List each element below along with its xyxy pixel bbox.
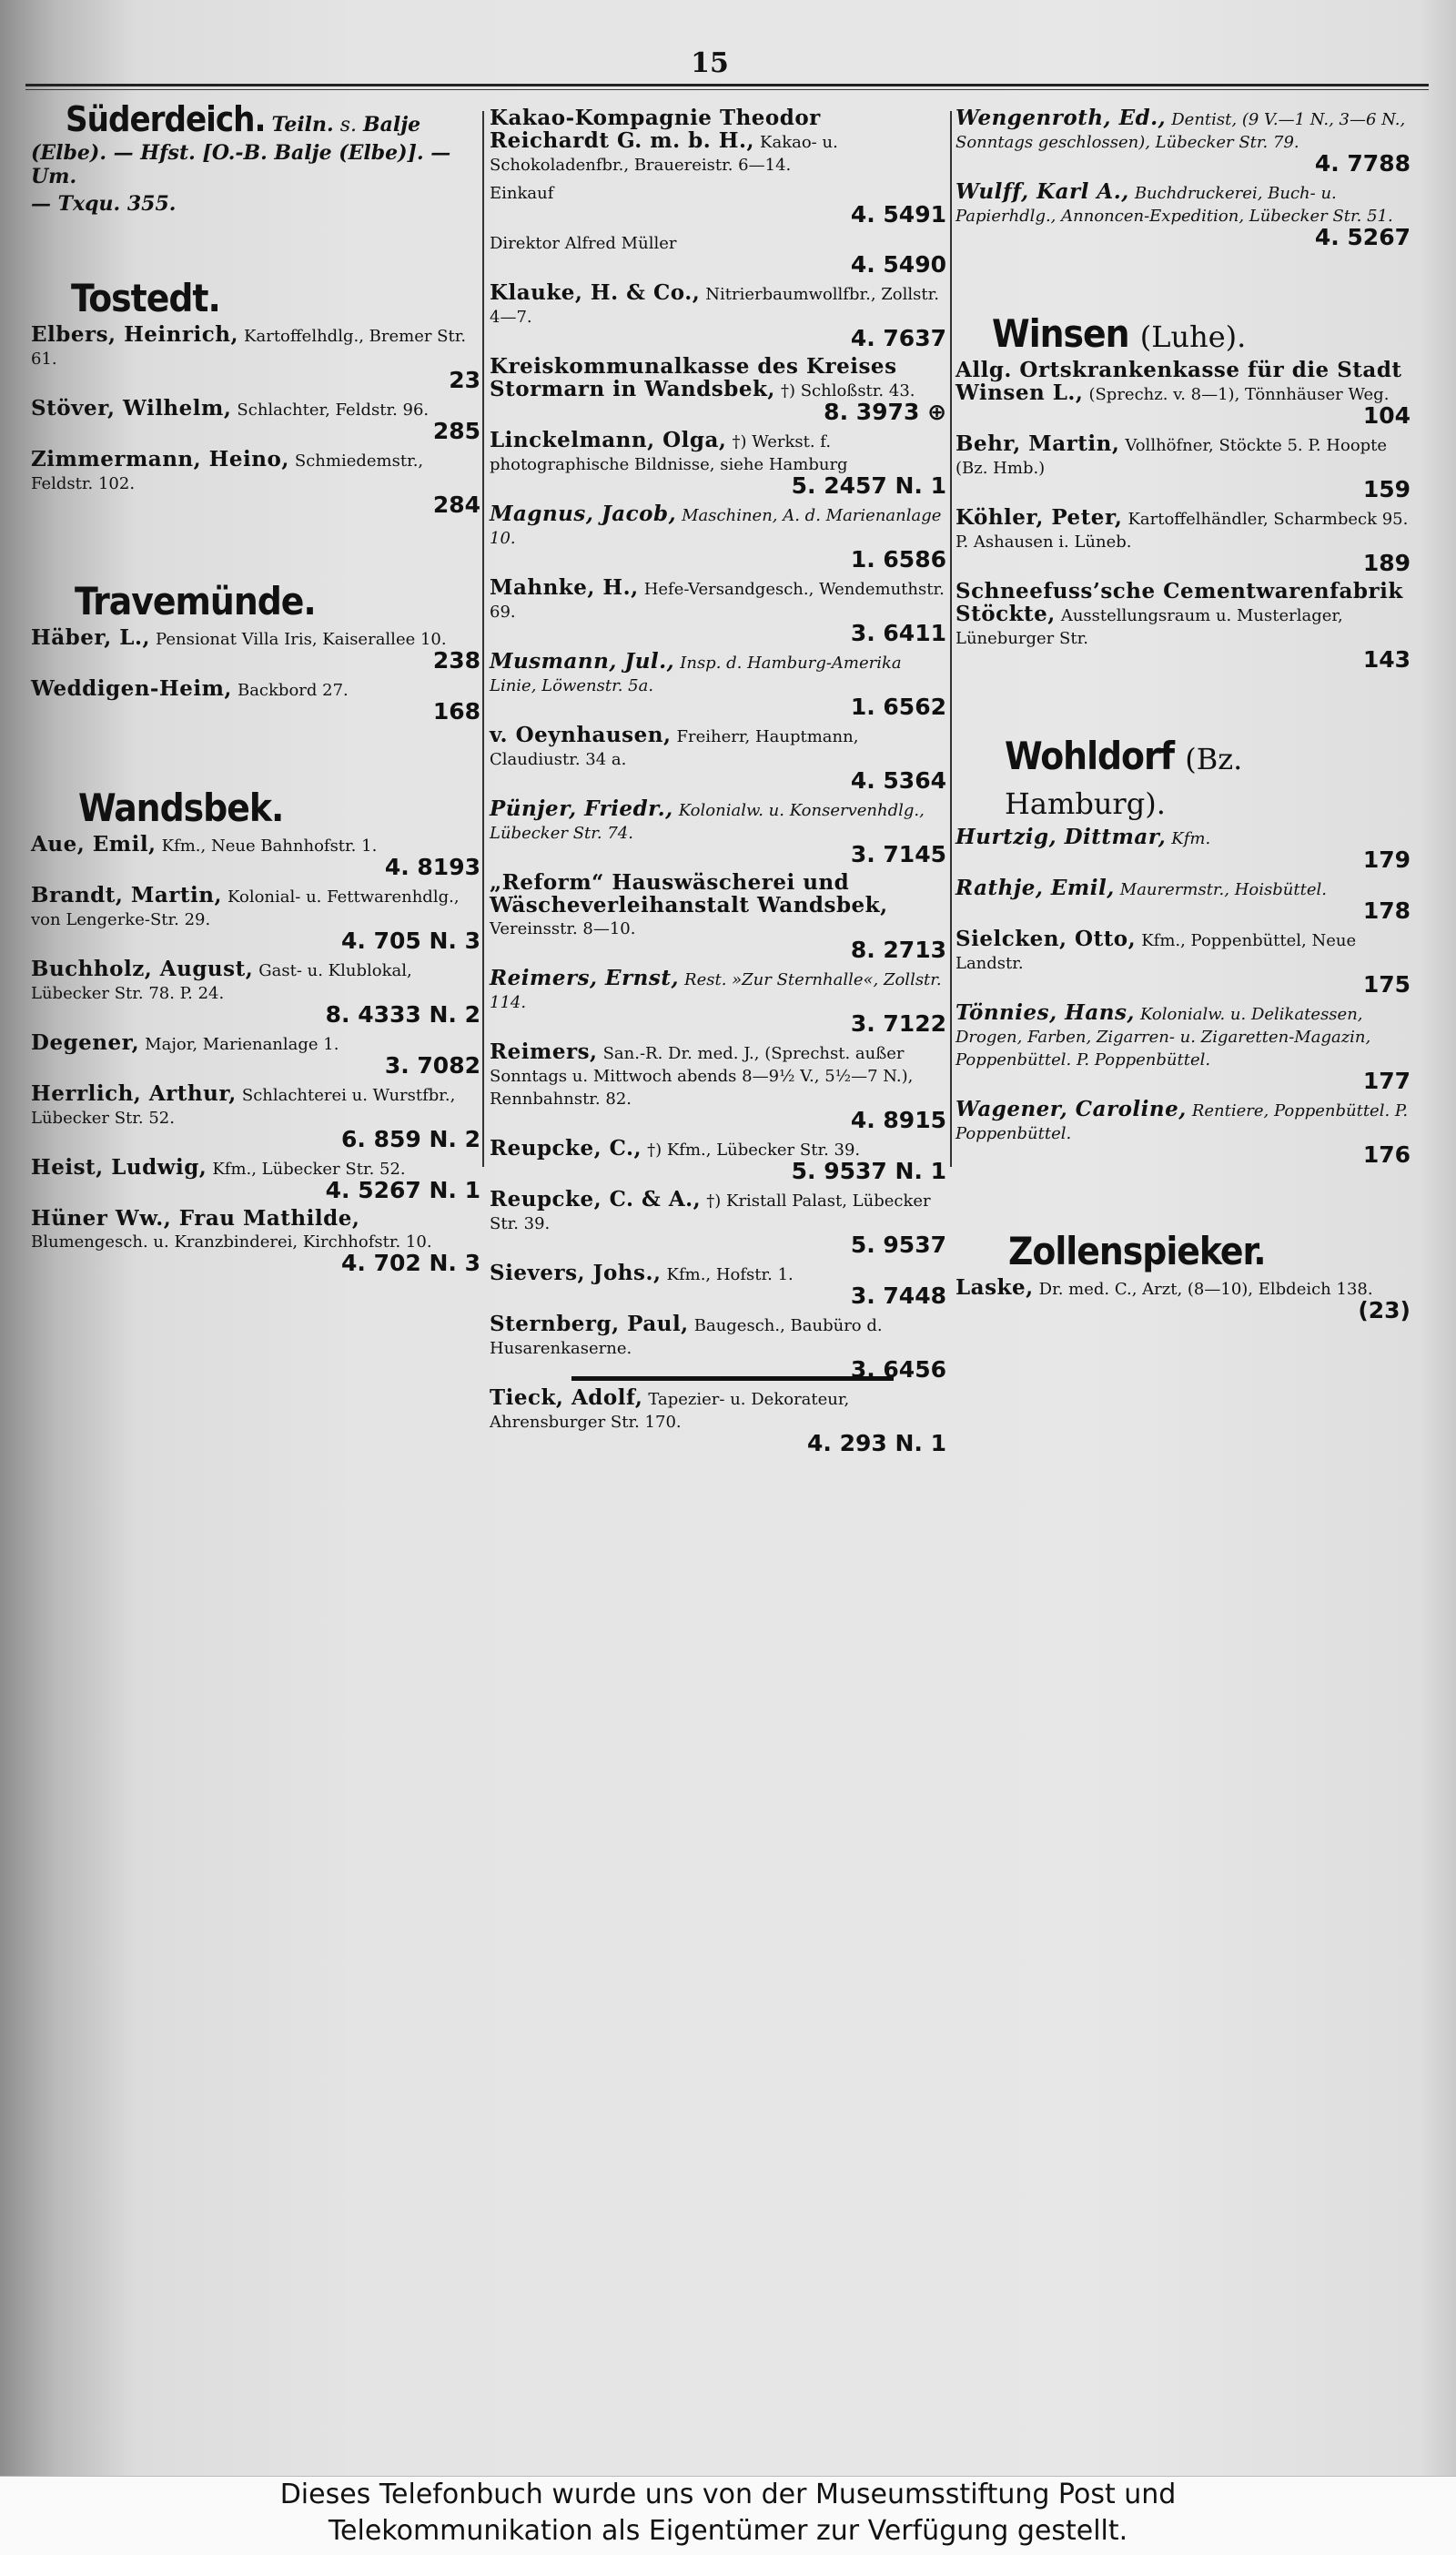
phone-number: 4. 7637 [850,325,946,351]
suederdeich-heading-line [31,99,480,139]
phone-number: 4. 5364 [850,767,946,794]
entry-name: Reupcke, C., [490,1136,642,1161]
entry-description: Kfm., Neue Bahnhofstr. 1. [161,836,378,856]
directory-entry [31,1083,480,1151]
entry-name: Aue, Emil, [31,832,157,857]
section-tostedt [31,276,480,517]
place-title: Tostedt. [71,276,220,320]
directory-entry [490,282,946,350]
entry-description: Ausstellungsraum u. Musterlager, Lüneburger Str. [956,606,1343,648]
section-winsen [956,311,1410,672]
phone-number: 168 [432,698,480,725]
directory-entry [490,1387,946,1455]
place-title: Travemünde. [75,579,316,624]
directory-entry [490,1041,946,1132]
place-title-line [1005,734,1410,823]
ownership-footer [0,2476,1456,2555]
entry-name: Hurtzig, Dittmar, [956,825,1167,849]
place-subtitle: (Bz. Hamburg). [1005,742,1243,821]
directory-entry [31,1157,480,1202]
entry-description: Baugesch., Baubüro d. Husarenkaserne. [490,1316,883,1358]
entry-name: Häber, L., [31,625,150,650]
directory-entry [31,885,480,953]
header-rule-thin [25,89,1429,90]
entry-description: Nitrierbaumwollfbr., Zollstr. 4—7. [490,285,939,327]
footer-line-2: Telekommunikation als Eigentümer zur Verfügung gestellt. [328,2515,1128,2547]
phone-number: 238 [432,647,480,674]
entry-name: Laske, [956,1275,1034,1300]
entry-name: Hüner Ww., Frau Mathilde, [31,1206,360,1231]
spacer [956,1172,1410,1229]
phone-number: 177 [1362,1068,1410,1094]
phone-number: 4. 8193 [384,854,480,880]
phone-number: 4. 5490 [850,251,946,278]
directory-entry [31,324,480,392]
entry-description: Kolonialw. u. Delikatessen, Drogen, Farben, Zigarren- u. Zigaretten-Magazin, Poppenbüttel. P. Poppenbüttel. [956,1005,1371,1070]
entry-description: Vereinsstr. 8—10. [490,919,636,938]
entry-description: Kfm., Hofstr. 1. [666,1265,794,1284]
phone-number: 8. 2713 [850,937,946,963]
entry-name: Kakao-Kompagnie Theodor Reichardt G. m. b. H., [490,106,821,153]
phone-number: 6. 859 N. 2 [340,1126,480,1152]
entry-name: „Reform“ Hauswäscherei und Wäscheverleihanstalt Wandsbek, [490,870,888,918]
entry-description: Dr. med. C., Arzt, (8—10), Elbdeich 138. [1038,1280,1373,1299]
entry-description: Rentiere, Poppenbüttel. P. Poppenbüttel. [956,1101,1409,1143]
phone-number: 5. 9537 [850,1232,946,1258]
phone-number: 3. 7448 [850,1283,946,1309]
phone-number: 4. 5267 N. 1 [325,1177,480,1203]
entry-description: Rest. »Zur Sternhalle«, Zollstr. 114. [490,970,942,1012]
entry-name: Wagener, Caroline, [956,1097,1187,1121]
section-zollenspieker [956,1229,1410,1323]
entry-description: Maurermstr., Hoisbüttel. [1119,880,1327,899]
entry-description: Tapezier- u. Dekorateur, Ahrensburger Str. 170. [490,1390,850,1432]
footer-line-1: Dieses Telefonbuch wurde uns von der Museumsstiftung Post und [279,2479,1177,2510]
entry-name: Reimers, Ernst, [490,966,679,990]
entry-description: Vollhöfner, Stöckte 5. P. Hoopte (Bz. Hmb.) [956,436,1388,478]
directory-entry [490,577,946,645]
phone-number: (23) [1358,1297,1410,1323]
phone-number: 3. 6456 [850,1356,946,1383]
directory-entry [490,182,946,227]
entry-description: Kolonialw. u. Konservenhdlg., Lübecker Str. 74. [490,801,925,843]
teiln-label: Teiln. [271,113,334,137]
directory-entry [490,1313,946,1382]
entry-name: Buchholz, August, [31,957,254,981]
entry-name: Musmann, Jul., [490,649,675,674]
entry-description: Direktor Alfred Müller [490,234,677,253]
phone-number: 8. 3973 ⊕ [824,399,946,425]
entry-name: Weddigen-Heim, [31,676,232,701]
entry-name: Rathje, Emil, [956,876,1115,900]
phone-number: 4. 8915 [850,1107,946,1133]
entry-description: Kfm., Lübecker Str. 52. [212,1160,406,1179]
entry-description: †) Schloßstr. 43. [780,381,915,400]
entry-name: Reimers, [490,1039,598,1064]
directory-entry [956,507,1410,575]
entry-name: Degener, [31,1030,140,1055]
entry-description: (Sprechz. v. 8—1), Tönnhäuser Weg. [1088,385,1390,404]
entry-name: Herrlich, Arthur, [31,1081,237,1106]
directory-entry [31,834,480,879]
place-title: Wandsbek. [78,786,284,830]
directory-entry [490,107,946,177]
entry-name: Reupcke, C. & A., [490,1187,702,1212]
entry-name: Zimmermann, Heino, [31,447,289,471]
suederdeich-line-2: (Elbe). — Hfst. [O.-B. Balje (Elbe)]. — Um. [31,141,451,188]
entry-description: San.-R. Dr. med. J., (Sprechst. außer Sonntags u. Mittwoch abends 8—9½ V., 5½—7 N.), Rennbahnstr. 82. [490,1044,914,1109]
entry-description: Freiherr, Hauptmann, Claudiustr. 34 a. [490,727,859,769]
place-title: Wohldorf [1005,734,1175,778]
place-title-line [992,311,1410,356]
directory-entry [31,1032,480,1078]
entry-name: Elbers, Heinrich, [31,322,238,347]
phone-number: 4. 7788 [1314,150,1410,177]
entry-name: Wengenroth, Ed., [956,106,1167,130]
entry-description: Kartoffelhdlg., Bremer Str. 61. [31,327,467,369]
balje-label: Balje [362,113,421,137]
column-2 [490,107,946,1461]
directory-entry [490,1138,946,1183]
entry-name: Stöver, Wilhelm, [31,396,232,421]
phone-number: 23 [449,367,480,393]
directory-entry [490,232,946,277]
spacer [31,219,480,276]
directory-entry [956,1277,1410,1323]
entry-description: Pensionat Villa Iris, Kaiserallee 10. [156,630,447,649]
travemuende-list [31,627,480,724]
suederdeich-line-3: — Txqu. 355. [31,192,177,216]
spacer [31,522,480,579]
phone-number: 104 [1362,402,1410,429]
place-subtitle: (Luhe). [1139,319,1247,354]
directory-entry [490,356,946,424]
entry-name: Wulff, Karl A., [956,179,1129,204]
entry-name: Schneefuss’sche Cementwarenfabrik Stöckte, [956,579,1403,626]
section-travemuende [31,579,480,724]
directory-entry [31,449,480,517]
section-wandsbek [31,786,480,1275]
wandsbek-continued-list-2 [956,107,1410,249]
page-number: 15 [691,47,729,79]
column-divider-left [482,111,484,1167]
phone-number: 179 [1362,847,1410,873]
column-divider-right [950,111,952,1167]
phone-number: 159 [1362,476,1410,502]
phone-number: 4. 293 N. 1 [806,1430,946,1456]
phone-number: 8. 4333 N. 2 [325,1001,480,1028]
directory-entry [956,1002,1410,1093]
directory-entry [31,1208,480,1275]
phone-number: 4. 705 N. 3 [340,928,480,954]
directory-entry [31,958,480,1027]
directory-entry [490,798,946,867]
section-suederdeich [31,99,480,216]
entry-name: Magnus, Jacob, [490,502,677,526]
entry-name: Linckelmann, Olga, [490,428,727,452]
spacer [31,729,480,786]
phone-number: 3. 6411 [850,620,946,646]
entry-description: Kolonial- u. Fettwarenhdlg., von Lengerke-Str. 29. [31,887,460,929]
directory-entry [956,826,1410,872]
tostedt-list [31,324,480,517]
entry-name: Brandt, Martin, [31,883,222,907]
phone-number: 1. 6562 [850,694,946,720]
directory-entry [956,581,1410,672]
entry-description: Einkauf [490,184,554,203]
place-title: Süderdeich. [66,99,266,139]
entry-description: Insp. d. Hamburg-Amerika Linie, Löwenstr. 5a. [490,654,902,695]
phone-number: 285 [432,418,480,444]
wohldorf-list [956,826,1410,1167]
entry-name: Klauke, H. & Co., [490,280,701,305]
entry-name: Behr, Martin, [956,431,1120,456]
directory-entry [490,725,946,793]
phone-number: 4. 5267 [1314,224,1410,250]
phone-number: 175 [1362,971,1410,998]
header-rule [25,84,1429,86]
phone-number: 176 [1362,1141,1410,1168]
entry-name: Sielcken, Otto, [956,927,1137,951]
directory-entry [31,398,480,443]
entry-description: Dentist, (9 V.—1 N., 3—6 N., Sonntags geschlossen), Lübecker Str. 79. [956,110,1406,152]
phone-number: 3. 7122 [850,1010,946,1037]
spacer [956,677,1410,734]
directory-entry [31,627,480,673]
directory-entry [956,928,1410,997]
entry-description: Kakao- u. Schokoladenfbr., Brauereistr. 6—14. [490,133,838,175]
directory-entry [31,678,480,724]
column-3 [956,107,1410,1328]
place-title: Zollenspieker. [1008,1229,1266,1273]
entry-name: Pünjer, Friedr., [490,796,673,821]
entry-description: Kfm. [1171,829,1211,848]
directory-entry [956,360,1410,428]
entry-name: v. Oeynhausen, [490,723,672,747]
entry-description: Schlachter, Feldstr. 96. [237,400,430,420]
phone-number: 4. 702 N. 3 [340,1250,480,1276]
directory-entry [490,968,946,1036]
wandsbek-list [31,834,480,1275]
section-end-rule [571,1376,894,1381]
entry-name: Sternberg, Paul, [490,1312,689,1336]
entry-description: Kfm., Poppenbüttel, Neue Landstr. [956,931,1357,973]
directory-entry [956,433,1410,502]
entry-description: †) Kristall Palast, Lübecker Str. 39. [490,1191,931,1233]
section-wohldorf [956,734,1410,1167]
entry-name: Heist, Ludwig, [31,1155,207,1180]
spacer [956,255,1410,311]
directory-entry [490,872,946,962]
phone-number: 3. 7082 [384,1052,480,1079]
phone-number: 1. 6586 [850,546,946,573]
see-label: s. [339,114,357,137]
entry-name: Tönnies, Hans, [956,1000,1135,1025]
directory-entry [490,1189,946,1257]
phone-number: 4. 5491 [850,201,946,228]
entry-description: Major, Marienanlage 1. [145,1035,339,1054]
winsen-list [956,360,1410,672]
entry-description: †) Werkst. f. photographische Bildnisse, siehe Hamburg [490,432,848,474]
entry-description: Kartoffelhändler, Scharmbeck 95. P. Ashausen i. Lüneb. [956,510,1409,552]
entry-name: Kreiskommunalkasse des Kreises Stormarn in Wandsbek, [490,354,897,401]
directory-entry [956,107,1410,176]
entry-description: Maschinen, A. d. Marienanlage 10. [490,506,942,548]
phone-number: 3. 7145 [850,841,946,867]
entry-name: Mahnke, H., [490,575,639,600]
entry-description: Hefe-Versandgesch., Wendemuthstr. 69. [490,580,945,622]
entry-description: Schmiedemstr., Feldstr. 102. [31,451,424,493]
entry-description: Gast- u. Klublokal, Lübecker Str. 78. P. 24. [31,961,412,1003]
entry-description: Buchdruckerei, Buch- u. Papierhdlg., Annoncen-Expedition, Lübecker Str. 51. [956,184,1393,226]
zollenspieker-list [956,1277,1410,1323]
entry-description: Schlachterei u. Wurstfbr., Lübecker Str. 52. [31,1086,456,1128]
entry-description: Blumengesch. u. Kranzbinderei, Kirchhofstr. 10. [31,1232,432,1252]
entry-description: †) Kfm., Lübecker Str. 39. [647,1141,861,1160]
place-title: Winsen [992,311,1129,356]
directory-entry [490,503,946,572]
phone-number: 5. 2457 N. 1 [791,472,946,499]
directory-entry [956,181,1410,249]
phone-number: 189 [1362,550,1410,576]
entry-name: Köhler, Peter, [956,505,1123,530]
wandsbek-continued-list [490,107,946,1455]
entry-name: Sievers, Johs., [490,1261,662,1285]
directory-entry [490,651,946,719]
directory-entry [956,1099,1410,1167]
directory-entry [956,877,1410,923]
phone-number: 178 [1362,897,1410,924]
phone-number: 284 [432,492,480,518]
entry-name: Allg. Ortskrankenkasse für die Stadt Winsen L., [956,358,1402,405]
entry-description: Backbord 27. [237,681,349,700]
directory-entry [490,430,946,498]
directory-entry [490,1262,946,1308]
phone-number: 5. 9537 N. 1 [791,1158,946,1184]
phone-number: 143 [1362,646,1410,673]
entry-name: Tieck, Adolf, [490,1385,643,1410]
column-1 [31,99,480,1281]
